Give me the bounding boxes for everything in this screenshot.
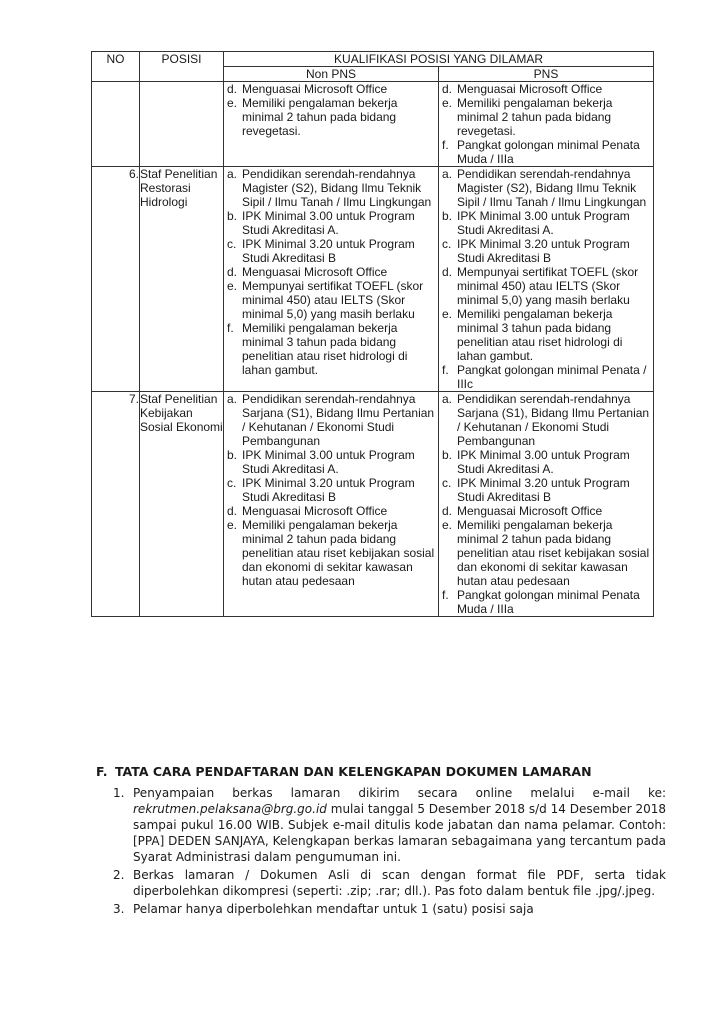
qualification-item (224, 448, 438, 476)
item-marker: a. (227, 167, 238, 181)
qualification-item (439, 265, 653, 307)
item-marker: e. (442, 518, 453, 532)
qualification-item (439, 504, 653, 518)
table-body (92, 82, 654, 617)
section-f-letter: F. (96, 764, 108, 779)
section-f (96, 764, 666, 919)
non-pns-qualifications (224, 167, 439, 392)
item-marker: e. (227, 96, 238, 110)
section-f-title: TATA CARA PENDAFTARAN DAN KELENGKAPAN DOKUMEN LAMARAN (115, 764, 592, 779)
row-number (92, 82, 140, 167)
item-marker: f. (442, 138, 449, 152)
item-marker: d. (227, 82, 238, 96)
table-row (92, 392, 654, 617)
procedure-item (113, 785, 666, 865)
item-marker: e. (442, 96, 453, 110)
item-text: Memiliki pengalaman bekerja minimal 2 tahun pada bidang penelitian atau riset kebijakan sosial dan ekonomi di sekitar kawasan hutan atau pedesaan (457, 518, 650, 588)
item-text: Menguasai Microsoft Office (242, 82, 388, 96)
item-marker: c. (442, 476, 452, 490)
qualification-item (224, 96, 438, 138)
item-text: IPK Minimal 3.20 untuk Program Studi Akreditasi B (457, 237, 630, 265)
item-text: Pangkat golongan minimal Penata Muda / IIIa (457, 138, 640, 166)
item-marker: d. (442, 265, 453, 279)
qualification-list (439, 392, 653, 616)
item-marker: c. (227, 237, 237, 251)
qualification-item (439, 518, 653, 588)
item-text: Pendidikan serendah-rendahnya Magister (S2), Bidang Ilmu Teknik Sipil / Ilmu Tanah / Ilmu Lingkungan (242, 167, 432, 209)
procedure-text: Berkas lamaran / Dokumen Asli di scan dengan format file PDF, serta tidak diperbolehkan dikompresi (seperti: .zip; .rar; dll.). Pas foto dalam bentuk file .jpg/.jpeg. (133, 868, 666, 898)
item-marker: a. (227, 392, 238, 406)
section-f-heading (96, 764, 666, 780)
table-row (92, 167, 654, 392)
procedure-number: 1. (113, 786, 125, 800)
qualification-item (439, 588, 653, 616)
item-marker: a. (442, 167, 453, 181)
item-text: Memiliki pengalaman bekerja minimal 3 tahun pada bidang penelitian atau riset hidrologi di lahan gambut. (242, 321, 408, 377)
qualification-list (224, 82, 438, 138)
item-marker: e. (442, 307, 453, 321)
procedure-item (113, 867, 666, 899)
item-text: IPK Minimal 3.00 untuk Program Studi Akreditasi A. (242, 448, 415, 476)
header-kualifikasi: KUALIFIKASI POSISI YANG DILAMAR (224, 52, 654, 67)
item-text: Mempunyai sertifikat TOEFL (skor minimal 450) atau IELTS (Skor minimal 5,0) yang masih berlaku (242, 279, 424, 321)
qualification-item (224, 82, 438, 96)
item-marker: e. (227, 518, 238, 532)
procedure-text-pre: Penyampaian berkas lamaran dikirim secara online melalui e-mail ke: (133, 786, 666, 800)
item-text: Mempunyai sertifikat TOEFL (skor minimal 450) atau IELTS (Skor minimal 5,0) yang masih berlaku (457, 265, 639, 307)
qualification-item (224, 209, 438, 237)
item-text: Memiliki pengalaman bekerja minimal 3 tahun pada bidang penelitian atau riset hidrologi di lahan gambut. (457, 307, 623, 363)
item-text: IPK Minimal 3.00 untuk Program Studi Akreditasi A. (242, 209, 415, 237)
qualification-item (439, 363, 653, 391)
item-text: Pendidikan serendah-rendahnya Sarjana (S1), Bidang Ilmu Pertanian / Kehutanan / Ekonomi Studi Pembangunan (242, 392, 435, 448)
procedure-item (113, 901, 666, 917)
procedure-number: 2. (113, 868, 125, 882)
position-name: Staf Penelitian Kebijakan Sosial Ekonomi (140, 392, 224, 617)
qualification-item (439, 167, 653, 209)
item-text: IPK Minimal 3.00 untuk Program Studi Akreditasi A. (457, 448, 630, 476)
qualification-item (224, 279, 438, 321)
item-text: IPK Minimal 3.20 untuk Program Studi Akreditasi B (457, 476, 630, 504)
item-text: Memiliki pengalaman bekerja minimal 2 tahun pada bidang penelitian atau riset kebijakan sosial dan ekonomi di sekitar kawasan hutan atau pedesaan (242, 518, 435, 588)
item-marker: f. (442, 588, 449, 602)
position-name: Staf Penelitian Restorasi Hidrologi (140, 167, 224, 392)
qualification-item (224, 392, 438, 448)
qualification-item (439, 237, 653, 265)
qualification-item (224, 167, 438, 209)
item-text: Memiliki pengalaman bekerja minimal 2 tahun pada bidang revegetasi. (242, 96, 398, 138)
qualification-item (224, 265, 438, 279)
item-marker: f. (442, 363, 449, 377)
item-marker: d. (227, 504, 238, 518)
procedure-text-post: mulai tanggal 5 Desember 2018 s/d 14 Desember 2018 sampai pukul 16.00 WIB. Subjek e-mail ditulis kode jabatan dan nama pelamar. Contoh: [PPA] DEDEN SANJAYA, Kelengkapan berkas lamaran sebagaimana yang tercantum pada Syarat Administrasi dalam pengumuman ini. (133, 802, 666, 864)
procedure-text: Pelamar hanya diperbolehkan mendaftar untuk 1 (satu) posisi saja (133, 902, 534, 916)
item-text: Menguasai Microsoft Office (457, 82, 603, 96)
header-pns: PNS (439, 67, 654, 82)
qualification-item (439, 392, 653, 448)
position-name (140, 82, 224, 167)
item-marker: f. (227, 321, 234, 335)
item-text: IPK Minimal 3.20 untuk Program Studi Akreditasi B (242, 476, 415, 504)
item-marker: b. (442, 448, 453, 462)
non-pns-qualifications (224, 392, 439, 617)
item-marker: d. (227, 265, 238, 279)
row-number: 7. (92, 392, 140, 617)
non-pns-qualifications (224, 82, 439, 167)
item-text: IPK Minimal 3.00 untuk Program Studi Akreditasi A. (457, 209, 630, 237)
row-number: 6. (92, 167, 140, 392)
qualification-list (439, 167, 653, 391)
item-marker: e. (227, 279, 238, 293)
item-marker: c. (227, 476, 237, 490)
qualification-list (224, 167, 438, 377)
item-text: Memiliki pengalaman bekerja minimal 2 tahun pada bidang revegetasi. (457, 96, 613, 138)
header-non-pns: Non PNS (224, 67, 439, 82)
item-text: Pendidikan serendah-rendahnya Sarjana (S1), Bidang Ilmu Pertanian / Kehutanan / Ekonomi Studi Pembangunan (457, 392, 650, 448)
item-marker: c. (442, 237, 452, 251)
procedure-number: 3. (113, 902, 125, 916)
header-posisi: POSISI (140, 52, 224, 82)
qualification-item (224, 321, 438, 377)
qualification-item (439, 448, 653, 476)
header-no: NO (92, 52, 140, 82)
item-text: Menguasai Microsoft Office (457, 504, 603, 518)
pns-qualifications (439, 167, 654, 392)
item-text: Pendidikan serendah-rendahnya Magister (S2), Bidang Ilmu Teknik Sipil / Ilmu Tanah / Ilmu Lingkungan (457, 167, 647, 209)
item-marker: a. (442, 392, 453, 406)
qualification-item (224, 518, 438, 588)
item-marker: b. (227, 209, 238, 223)
item-marker: d. (442, 82, 453, 96)
item-marker: b. (442, 209, 453, 223)
item-text: Menguasai Microsoft Office (242, 265, 388, 279)
item-marker: d. (442, 504, 453, 518)
qualification-item (439, 476, 653, 504)
table-header-row (92, 52, 654, 67)
qualification-table (91, 51, 654, 617)
qualification-item (224, 476, 438, 504)
procedure-list (96, 785, 666, 917)
item-marker: b. (227, 448, 238, 462)
pns-qualifications (439, 82, 654, 167)
item-text: Pangkat golongan minimal Penata Muda / IIIa (457, 588, 640, 616)
qualification-item (224, 237, 438, 265)
qualification-list (439, 82, 653, 166)
qualification-item (439, 307, 653, 363)
qualification-item (224, 504, 438, 518)
item-text: Menguasai Microsoft Office (242, 504, 388, 518)
qualification-item (439, 138, 653, 166)
pns-qualifications (439, 392, 654, 617)
item-text: Pangkat golongan minimal Penata / IIIc (457, 363, 647, 391)
qualification-item (439, 209, 653, 237)
table-row (92, 82, 654, 167)
qualification-item (439, 96, 653, 138)
item-text: IPK Minimal 3.20 untuk Program Studi Akreditasi B (242, 237, 415, 265)
qualification-list (224, 392, 438, 588)
qualification-item (439, 82, 653, 96)
email-address: rekrutmen.pelaksana@brg.go.id (133, 802, 327, 816)
